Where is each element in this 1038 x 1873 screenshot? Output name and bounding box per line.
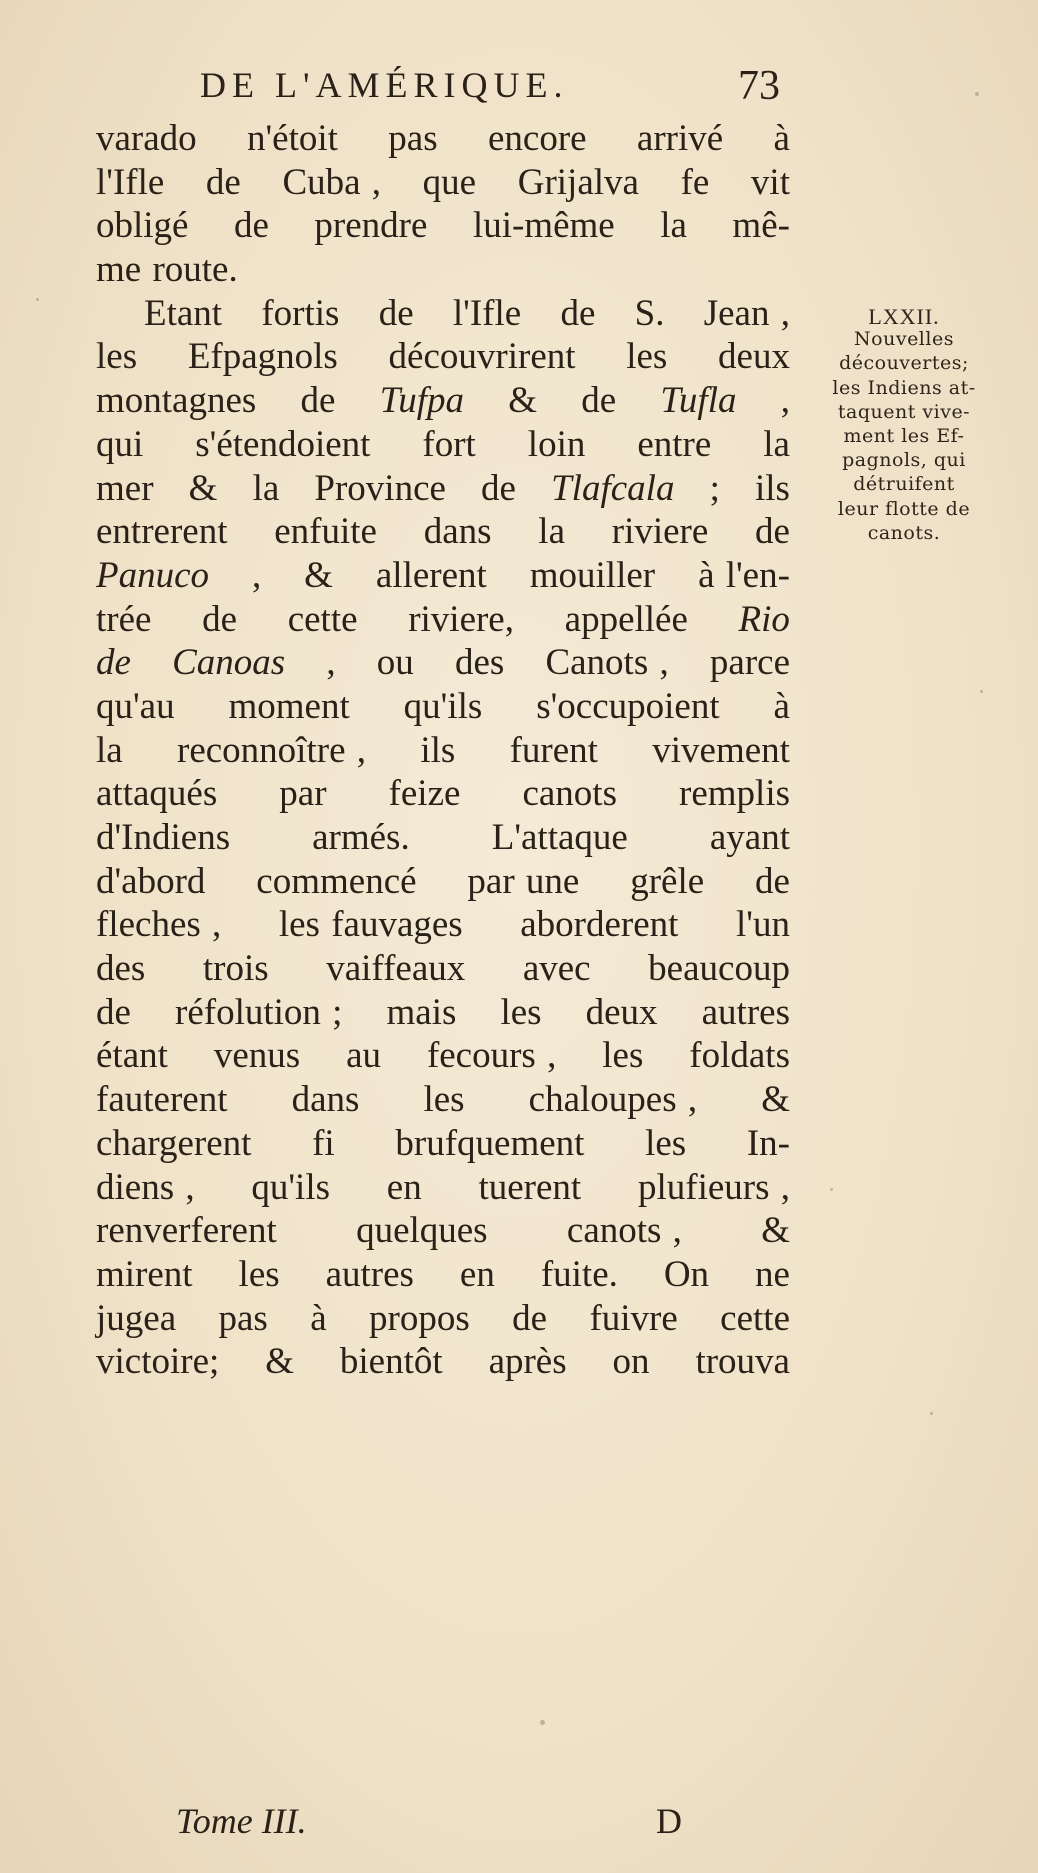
text-line — [96, 423, 790, 467]
text-word: fi — [312, 1122, 335, 1164]
margin-note — [806, 305, 1002, 545]
text-line — [96, 554, 790, 598]
text-word: à — [773, 685, 790, 727]
text-word: trouva — [695, 1341, 790, 1383]
text-word: fleches , — [96, 904, 222, 946]
text-line — [96, 1166, 790, 1210]
text-word: ou — [376, 642, 414, 684]
text-word: tuerent — [478, 1166, 582, 1208]
text-word: d'Indiens — [96, 817, 231, 858]
text-word: quelques — [356, 1210, 488, 1252]
text-word: de — [202, 598, 238, 640]
text-word: de — [233, 205, 269, 247]
text-word: on — [612, 1341, 650, 1383]
text-word: des — [96, 948, 146, 990]
paper-speck — [830, 1188, 833, 1191]
text-word: lui-même — [472, 205, 615, 247]
paper-speck — [930, 1412, 933, 1415]
text-word: la — [252, 467, 280, 509]
text-word: Jean , — [703, 292, 790, 334]
text-word: Grijalva — [517, 161, 639, 203]
text-word: les fauvages — [278, 904, 463, 946]
text-word: à l'en- — [698, 554, 790, 596]
text-line — [96, 991, 790, 1035]
text-word: dans — [291, 1079, 360, 1121]
text-word: de — [205, 161, 241, 203]
text-word: fortis — [261, 292, 340, 334]
text-word: furent — [509, 729, 598, 771]
text-word: & — [188, 467, 218, 509]
text-word: des — [454, 642, 505, 684]
text-word: ; — [709, 467, 720, 509]
text-word: attaqués — [96, 773, 218, 815]
running-title: DE L'AMÉRIQUE. — [200, 65, 569, 105]
text-word: par — [279, 773, 327, 815]
text-line — [96, 903, 790, 947]
text-word: propos — [369, 1297, 470, 1339]
text-word: grêle — [630, 860, 705, 902]
text-word: remplis — [679, 773, 790, 815]
text-line — [96, 860, 790, 904]
text-word: ils — [420, 729, 456, 771]
text-word: deux — [718, 336, 790, 378]
text-word: de — [481, 467, 516, 509]
text-word: les — [238, 1253, 280, 1295]
text-word: reconnoître , — [177, 729, 366, 771]
text-word: , — [326, 642, 336, 684]
text-word: moment — [228, 685, 350, 727]
text-word: Tufla — [660, 380, 737, 422]
text-word: de — [96, 991, 131, 1033]
text-word: Efpagnols — [187, 336, 338, 378]
text-word: s'occupoient — [536, 685, 720, 727]
text-word: découvrirent — [388, 336, 576, 378]
text-line — [96, 1078, 790, 1122]
text-word: Tlafcala — [551, 467, 675, 509]
text-word: n'étoit — [247, 118, 338, 159]
text-word: la — [763, 423, 790, 465]
paper-speck — [975, 92, 979, 96]
text-word: après — [488, 1341, 567, 1383]
text-word: encore — [487, 118, 587, 159]
text-word: appellée — [564, 598, 688, 640]
text-line — [96, 1209, 790, 1253]
text-word: beaucoup — [648, 948, 790, 990]
text-line — [96, 598, 790, 642]
text-word: diens , — [96, 1166, 195, 1208]
text-word: riviere — [611, 511, 709, 553]
text-word: l'un — [736, 904, 790, 946]
paper-speck — [980, 690, 983, 693]
paper-speck — [36, 298, 39, 301]
text-word: canots , — [566, 1210, 682, 1252]
text-word: Rio — [738, 598, 790, 640]
paper-speck — [540, 1720, 545, 1725]
text-word: la — [660, 205, 687, 247]
text-line — [96, 947, 790, 991]
text-word: de — [512, 1297, 548, 1339]
text-word: canots — [522, 773, 617, 815]
text-word: au — [346, 1035, 382, 1077]
text-word: l'Ifle — [96, 161, 165, 203]
margin-note-line: canots. — [867, 521, 941, 544]
page-header — [200, 58, 820, 108]
text-word: jugea — [96, 1297, 177, 1339]
text-word: obligé — [96, 205, 189, 247]
text-word: Etant — [144, 292, 223, 334]
text-word: arrivé — [636, 118, 724, 159]
text-word: dans — [423, 511, 492, 553]
text-word: les — [602, 1035, 644, 1077]
text-word: varado — [96, 118, 197, 159]
text-word: de — [755, 511, 790, 553]
text-word: chargerent — [96, 1122, 252, 1164]
text-word: les — [500, 991, 542, 1033]
text-line — [96, 1297, 790, 1341]
text-line — [96, 117, 790, 161]
page-footer — [176, 1800, 696, 1846]
text-word: parce — [709, 642, 790, 684]
text-word: ils — [754, 467, 790, 509]
text-word: Cuba , — [282, 161, 382, 203]
text-word: étant — [96, 1035, 168, 1077]
text-line — [96, 685, 790, 729]
text-word: de — [581, 380, 617, 422]
text-word: & — [508, 380, 538, 422]
text-word: & — [761, 1079, 790, 1121]
text-line — [96, 335, 790, 379]
text-word: chaloupes , — [528, 1079, 698, 1121]
text-word: fe — [680, 161, 710, 203]
text-word: montagnes — [96, 380, 257, 422]
text-word: cette — [287, 598, 358, 640]
text-word: Canoas — [172, 642, 286, 684]
text-word: mouiller — [529, 554, 656, 596]
text-word: ayant — [709, 817, 790, 858]
text-word: allerent — [375, 554, 487, 596]
text-word: deux — [585, 991, 658, 1033]
text-word: fort — [422, 423, 476, 465]
text-line — [96, 1253, 790, 1297]
text-word: vit — [750, 161, 790, 203]
text-word: On — [663, 1253, 710, 1295]
text-word: Canots , — [545, 642, 669, 684]
page-number: 73 — [738, 63, 780, 109]
margin-note-line: découvertes; — [839, 352, 969, 375]
text-word: la — [538, 511, 565, 553]
text-word: fecours , — [426, 1035, 557, 1077]
text-word: vivement — [652, 729, 790, 771]
text-word: me route. — [96, 249, 238, 291]
text-word: les — [645, 1122, 687, 1164]
text-line — [96, 510, 790, 554]
text-word: bientôt — [339, 1341, 443, 1383]
margin-note-line: ment les Ef- — [843, 425, 965, 448]
text-word: Province — [314, 467, 446, 509]
text-word: , — [780, 380, 790, 422]
margin-note-numeral: LXXII. — [868, 304, 940, 329]
text-word: par une — [467, 860, 580, 902]
text-line — [96, 248, 790, 292]
text-line — [96, 467, 790, 511]
text-word: & — [761, 1210, 790, 1252]
text-word: mais — [386, 991, 457, 1033]
text-word: , — [251, 554, 262, 596]
text-word: à — [773, 118, 790, 159]
margin-note-line: les Indiens at- — [832, 376, 976, 399]
text-word: ne — [755, 1253, 790, 1295]
text-word: trée — [96, 598, 152, 640]
text-word: pas — [218, 1297, 268, 1339]
text-word: qu'ils — [403, 685, 483, 727]
text-word: foldats — [689, 1035, 790, 1077]
text-word: vaiffeaux — [326, 948, 466, 990]
text-line — [96, 1122, 790, 1166]
text-word: plufieurs , — [637, 1166, 790, 1208]
text-line — [96, 641, 790, 685]
text-word: les — [96, 336, 138, 378]
margin-note-line: détruifent — [853, 473, 955, 496]
text-word: fuite. — [540, 1253, 618, 1295]
text-word: Panuco — [96, 554, 210, 596]
text-word: renverferent — [96, 1210, 277, 1252]
text-word: mer — [96, 467, 154, 509]
margin-note-line: leur flotte de — [837, 497, 971, 520]
text-line — [96, 729, 790, 773]
text-word: prendre — [314, 205, 428, 247]
text-word: mirent — [96, 1253, 193, 1295]
text-word: en — [386, 1166, 422, 1208]
text-word: In- — [746, 1122, 790, 1164]
text-word: d'abord — [96, 860, 206, 902]
signature-mark: D — [656, 1801, 682, 1841]
text-word: Tufpa — [379, 380, 465, 422]
text-word: venus — [213, 1035, 301, 1077]
text-word: brufquement — [395, 1122, 585, 1164]
text-word: en — [459, 1253, 495, 1295]
text-word: de — [96, 642, 131, 684]
text-word: entrerent — [96, 511, 228, 553]
text-word: de — [300, 380, 336, 422]
text-line — [96, 1340, 790, 1384]
text-word: & — [265, 1341, 294, 1383]
text-line — [96, 379, 790, 423]
text-word: qui — [96, 423, 144, 465]
text-word: l'Ifle — [452, 292, 522, 334]
text-word: cette — [720, 1297, 790, 1339]
margin-note-line: taquent vive- — [837, 400, 971, 423]
text-word: les — [423, 1079, 465, 1121]
text-word: loin — [527, 423, 586, 465]
text-word: fauterent — [96, 1079, 228, 1121]
text-word: aborderent — [520, 904, 679, 946]
text-line — [96, 816, 790, 860]
text-line — [96, 204, 790, 248]
margin-note-line: pagnols, qui — [842, 449, 966, 472]
text-word: de — [755, 860, 790, 902]
text-word: les — [626, 336, 668, 378]
text-word: armés. — [312, 817, 410, 858]
text-word: feize — [388, 773, 461, 815]
text-word: & — [304, 554, 333, 596]
text-word: victoire; — [96, 1341, 220, 1383]
text-word: commencé — [256, 860, 417, 902]
text-word: pas — [388, 118, 438, 159]
volume-label: Tome III. — [176, 1801, 307, 1841]
text-word: à — [310, 1297, 327, 1339]
text-word: s'étendoient — [195, 423, 371, 465]
text-word: qu'au — [96, 685, 175, 727]
text-line — [96, 1034, 790, 1078]
body-text — [96, 117, 790, 1384]
text-word: fuivre — [589, 1297, 678, 1339]
text-word: que — [422, 161, 477, 203]
text-word: de — [378, 292, 414, 334]
text-word: S. — [634, 292, 665, 334]
text-word: autres — [701, 991, 790, 1033]
text-line — [96, 161, 790, 205]
text-word: avec — [522, 948, 591, 990]
text-word: trois — [202, 948, 269, 990]
text-word: la — [96, 729, 123, 771]
text-word: qu'ils — [251, 1166, 330, 1208]
text-word: riviere, — [408, 598, 514, 640]
text-word: L'attaque — [491, 817, 628, 858]
text-word: réfolution ; — [175, 991, 343, 1033]
text-line — [96, 292, 790, 336]
margin-note-line: Nouvelles — [854, 328, 954, 351]
text-word: de — [560, 292, 596, 334]
text-word: entre — [637, 423, 712, 465]
text-word: mê- — [732, 205, 790, 247]
text-word: autres — [325, 1253, 414, 1295]
text-line — [96, 772, 790, 816]
text-word: enfuite — [274, 511, 377, 553]
